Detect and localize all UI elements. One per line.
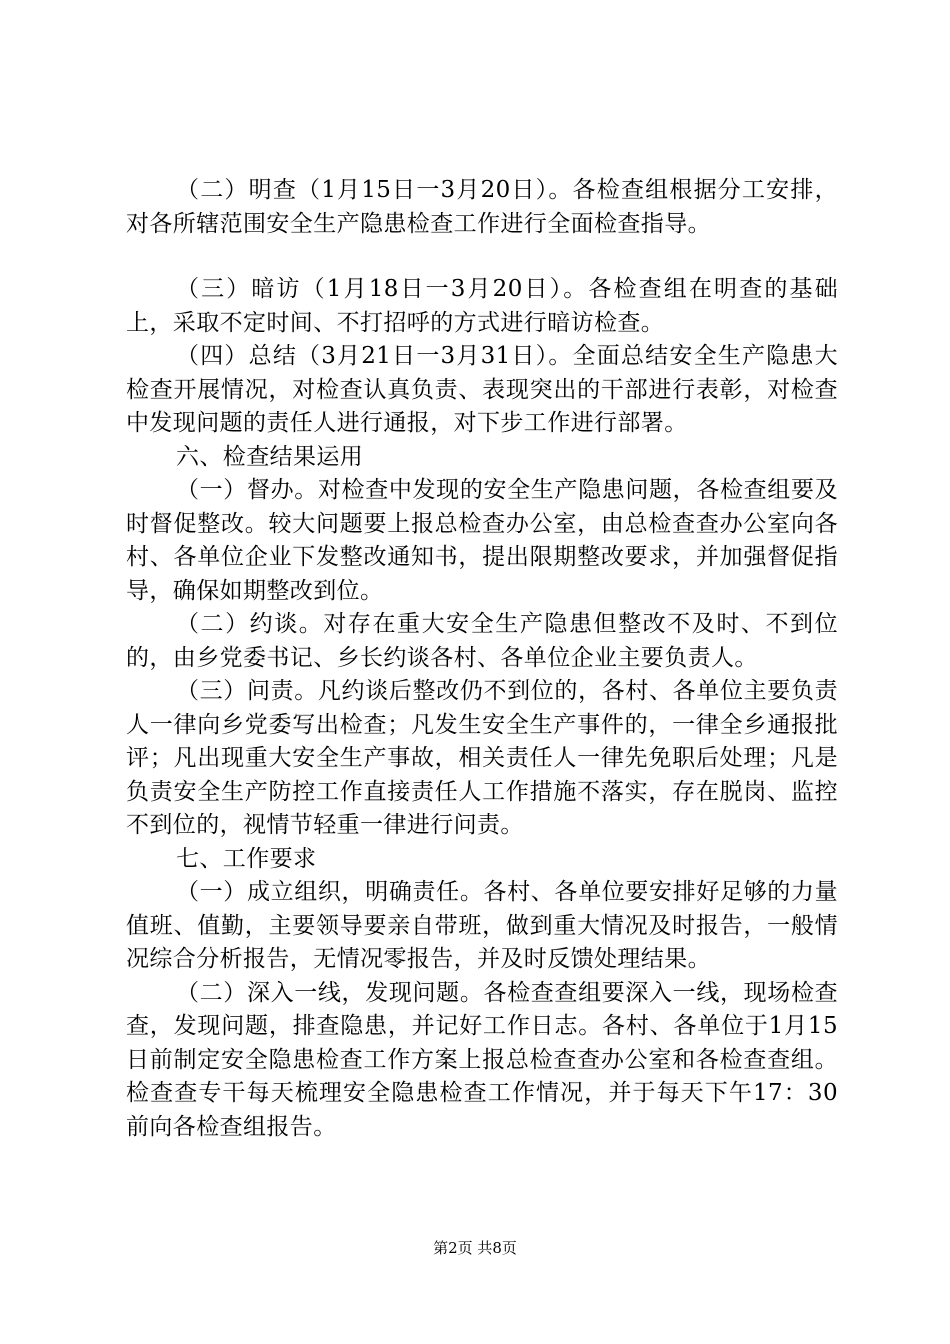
paragraph-inspection-open: （二）明查（1月15日一3月20日）。各检查组根据分工安排，对各所辖范围安全生产隐患检查工作进行全面检查指导。 [126,177,838,237]
paragraph-frontline: （二）深入一线，发现问题。各检查查组要深入一线，现场检查查，发现问题，排查隐患，并记好工作日志。各村、各单位于1月15日前制定安全隐患检查工作方案上报总检查查办公室和各检查查组。检查查专干每天梳理安全隐患检查工作情况，并于每天下午17：30前向各检查组报告。 [126,979,838,1140]
paragraph-accountability: （三）问责。凡约谈后整改仍不到位的，各村、各单位主要负责人一律向乡党委写出检查；凡发生安全生产事件的，一律全乡通报批评；凡出现重大安全生产事故，相关责任人一律先免职后处理；凡是负责安全生产防控工作直接责任人工作措施不落实，存在脱岗、监控不到位的，视情节轻重一律进行问责。 [126,678,838,838]
paragraph-interview: （二）约谈。对存在重大安全生产隐患但整改不及时、不到位的，由乡党委书记、乡长约谈各村、各单位企业主要负责人。 [126,611,838,671]
paragraph-organization: （一）成立组织，明确责任。各村、各单位要安排好足够的力量值班、值勤，主要领导要亲自带班，做到重大情况及时报告，一般情况综合分析报告，无情况零报告，并及时反馈处理结果。 [126,879,838,972]
section-heading-results: 六、检查结果运用 [176,443,364,470]
paragraph-supervision: （一）督办。对检查中发现的安全生产隐患问题，各检查组要及时督促整改。较大问题要上报总检查办公室，由总检查查办公室向各村、各单位企业下发整改通知书，提出限期整改要求，并加强督促指导，确保如期整改到位。 [126,477,838,604]
document-body [126,174,838,1144]
section-heading-requirements: 七、工作要求 [176,845,317,872]
paragraph-summary: （四）总结（3月21日一3月31日）。全面总结安全生产隐患大检查开展情况，对检查认真负责、表现突出的干部进行表彰，对检查中发现问题的责任人进行通报，对下步工作进行部署。 [126,343,838,436]
page-number-footer: 第2页 共8页 [433,1239,517,1257]
paragraph-inspection-covert: （三）暗访（1月18日一3月20日）。各检查组在明查的基础上，采取不定时间、不打招呼的方式进行暗访检查。 [126,276,838,336]
